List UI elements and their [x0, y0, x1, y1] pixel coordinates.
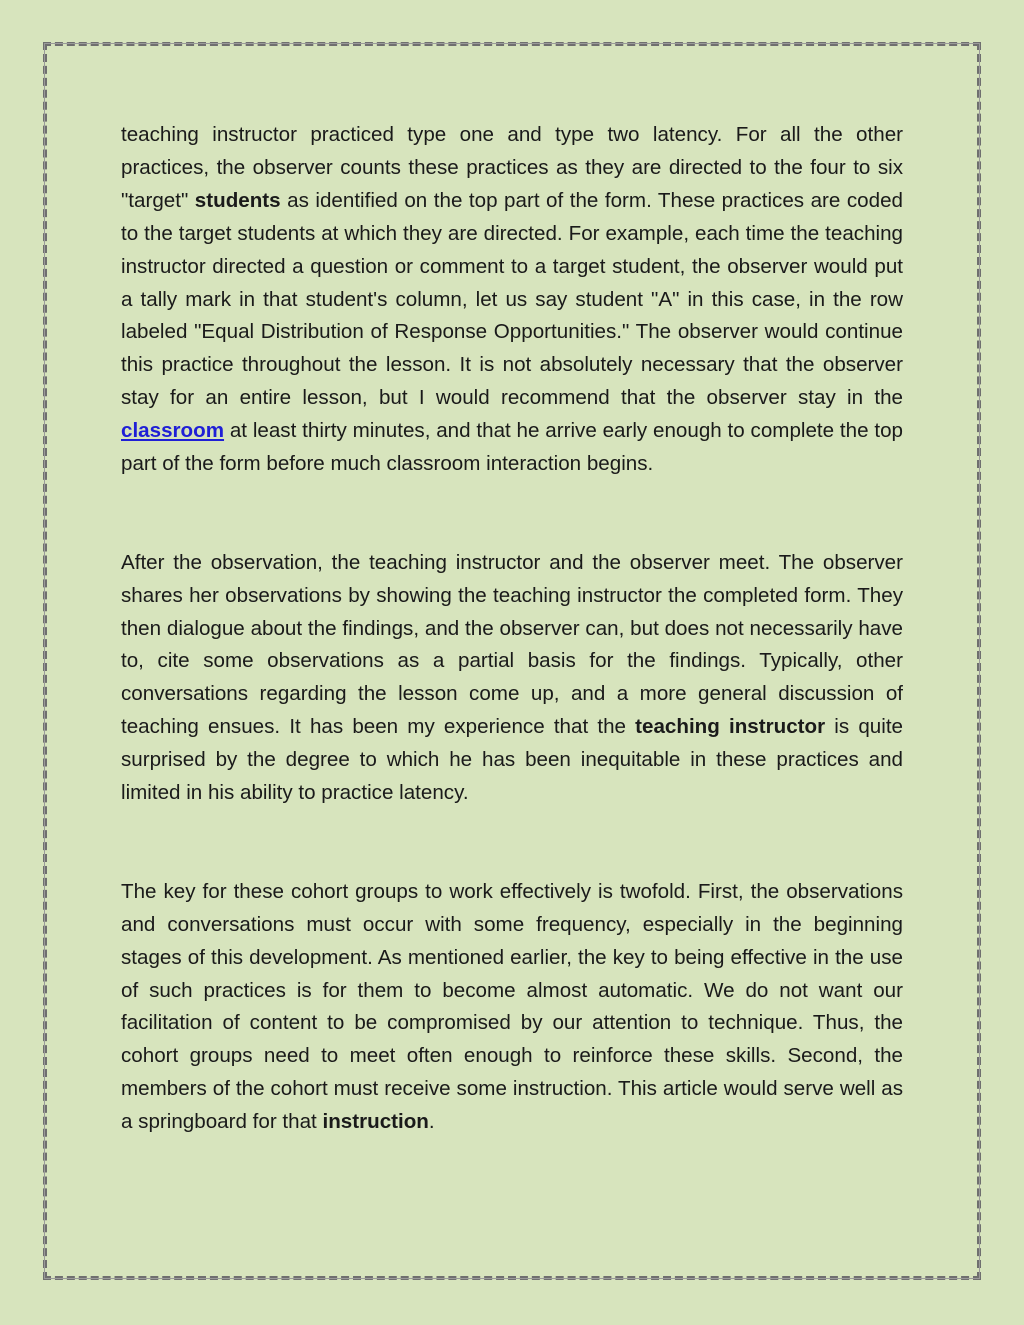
bold-instruction: instruction: [322, 1110, 429, 1134]
paragraph-1: [121, 119, 903, 481]
paragraph-2-text-b: is quite surprised by the degree to which he has been inequitable in these practices and limited in his ability to practice latency.: [121, 715, 903, 805]
paragraph-2-text-a: After the observation, the teaching instructor and the observer meet. The observer shares her observations by showing the teaching instructor the completed form. They then dialogue about the findings, and the observer can, but does not necessarily have to, cite some observations as a partial basis for the findings. Typically, other conversations regarding the lesson come up, and a more general discussion of teaching ensues. It has been my experience that the: [121, 550, 903, 739]
paragraph-2: [121, 547, 903, 810]
classroom-link[interactable]: classroom: [121, 419, 225, 443]
paragraph-3-text-a: The key for these cohort groups to work effectively is twofold. First, the observations and conversations must occur with some frequency, especially in the beginning stages of this development. As mentioned earlier, the key to being effective in the use of such practices is for them to become almost automatic. We do not want our facilitation of content to be compromised by our attention to technique. Thus, the cohort groups need to meet often enough to reinforce these skills. Second, the members of the cohort must receive some instruction. This article would serve well as a springboard for that: [121, 879, 903, 1134]
paragraph-1-text-c: at least thirty minutes, and that he arrive early enough to complete the top part of the form before much classroom interaction begins.: [121, 419, 903, 476]
bold-teaching-instructor: teaching instructor: [635, 715, 826, 739]
paragraph-3-text-b: .: [428, 1110, 435, 1134]
paragraph-1-text-a: teaching instructor practiced type one and type two latency. For all the other practices, the observer counts these practices as they are directed to the four to six "target": [121, 123, 903, 212]
bold-students: students: [194, 188, 281, 212]
document-body: [121, 119, 903, 1139]
paragraph-1-text-b: as identified on the top part of the form. These practices are coded to the target students at which they are directed. For example, each time the teaching instructor directed a question or comment to a target student, the observer would put a tally mark in that student's column, let us say student "A" in this case, in the row labeled "Equal Distribution of Response Opportunities." The observer would continue this practice throughout the lesson. It is not absolutely necessary that the observer stay for an entire lesson, but I would recommend that the observer stay in the: [121, 188, 903, 410]
paragraph-3: [121, 876, 903, 1139]
